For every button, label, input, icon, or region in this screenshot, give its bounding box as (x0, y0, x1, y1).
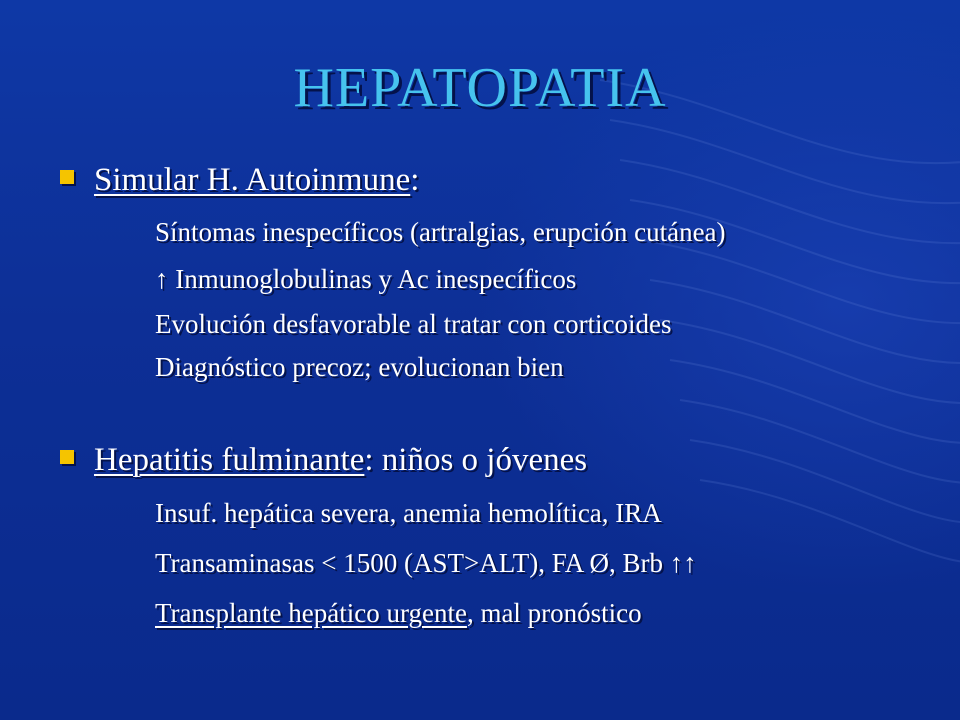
sub-line-underlined: Transplante hepático urgente (155, 598, 467, 628)
bullet-autoinmune (60, 162, 419, 199)
sub-line: Evolución desfavorable al tratar con corticoides (155, 309, 672, 339)
sub-line: ↑ Inmunoglobulinas y Ac inespecíficos (155, 264, 577, 294)
sub-line: Transaminasas < 1500 (AST>ALT), FA Ø, Brb ↑↑ (155, 548, 697, 578)
slide-title: HEPATOPATIA (293, 57, 667, 119)
heading-underlined: Simular H. Autoinmune (94, 162, 411, 198)
square-bullet-icon (60, 170, 74, 184)
sub-line: Diagnóstico precoz; evolucionan bien (155, 352, 564, 382)
bullet-fulminante (60, 442, 587, 479)
heading-suffix: : (410, 162, 420, 198)
heading-underlined: Hepatitis fulminante (94, 442, 365, 478)
bullet-heading (94, 442, 587, 479)
sub-line: Síntomas inespecíficos (artralgias, erupción cutánea) (155, 217, 726, 247)
sub-line: Insuf. hepática severa, anemia hemolítica, IRA (155, 498, 662, 528)
square-bullet-icon (60, 450, 74, 464)
sub-line-last (155, 598, 642, 629)
heading-suffix: : niños o jóvenes (364, 442, 588, 478)
sub-line-suffix: , mal pronóstico (466, 598, 642, 628)
bullet-heading (94, 162, 419, 199)
